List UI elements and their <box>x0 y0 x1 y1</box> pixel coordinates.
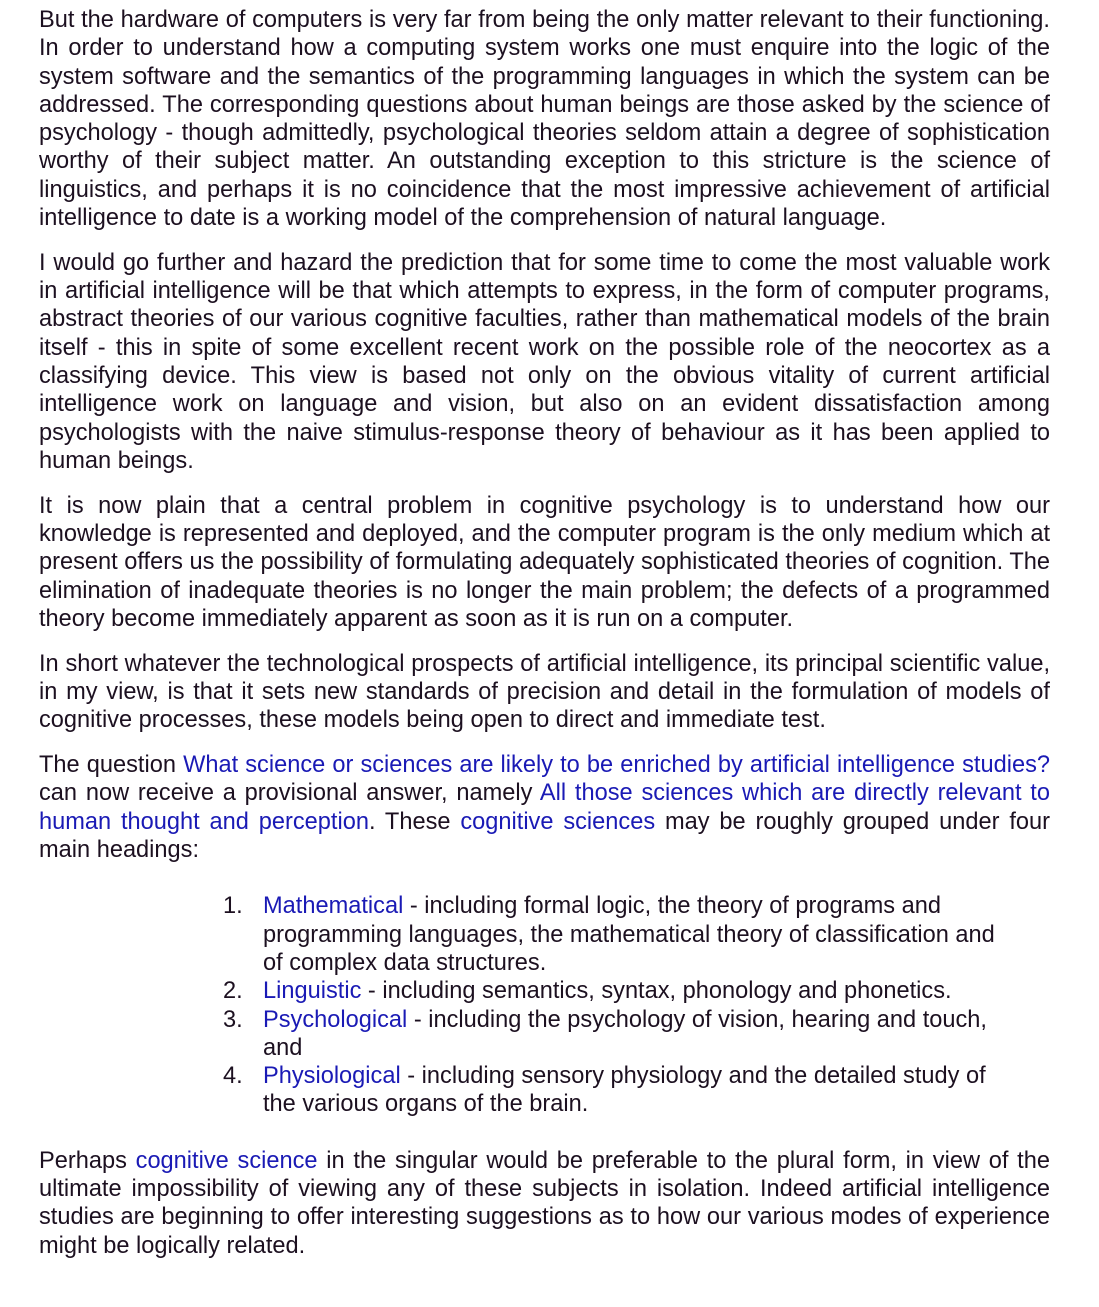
list-term: Physiological <box>263 1063 401 1090</box>
text-segment: can now receive a provisional answer, namely <box>39 780 540 807</box>
paragraph-prediction <box>39 249 1050 475</box>
list-description: - including formal logic, the theory of programs and programming languages, the mathematical theory of classification and of complex data structures. <box>263 893 995 976</box>
list-number: 4. <box>223 1063 243 1090</box>
list-term: Mathematical <box>263 893 404 920</box>
text-segment: But the hardware of computers is very far from being the only matter relevant to their functioning. In order to understand how a computing system works one must enquire into the logic of the system software and the semantics of the programming languages in which the system can be addressed. The corresponding questions about human beings are those asked by the science of psychology - though admittedly, psychological theories seldom attain a degree of sophistication worthy of their subject matter. An outstanding exception to this stricture is the science of linguistics, and perhaps it is no coincidence that the most impressive achievement of artificial intelligence to date is a working model of the comprehension of natural language. <box>39 7 1050 232</box>
list-item-physiological <box>223 1062 1009 1119</box>
paragraph-cognitive-psychology <box>39 492 1050 633</box>
list-number: 2. <box>223 978 243 1005</box>
text-segment: In short whatever the technological prospects of artificial intelligence, its principal scientific value, in my view, is that it sets new standards of precision and detail in the formulation of models of cognitive processes, these models being open to direct and immediate test. <box>39 650 1050 734</box>
list-item-linguistic <box>223 977 1009 1005</box>
list-number: 1. <box>223 893 243 920</box>
list-item-mathematical <box>223 892 1009 977</box>
list-number: 3. <box>223 1006 243 1033</box>
list-item-psychological <box>223 1006 1009 1063</box>
document-body <box>39 6 1050 1276</box>
list-term: Linguistic <box>263 978 362 1005</box>
text-segment: The question <box>39 752 184 779</box>
list-term: Psychological <box>263 1006 408 1033</box>
highlighted-answer: All those sciences which are directly relevant to human thought and perception <box>39 780 1050 835</box>
paragraph-closing <box>39 1147 1050 1260</box>
list-description: - including sensory physiology and the detailed study of the various organs of the brain. <box>263 1063 986 1118</box>
text-segment: may be roughly grouped under four main headings: <box>39 808 1050 864</box>
paragraph-in-short <box>39 650 1050 735</box>
text-segment: . These <box>368 808 461 835</box>
list-description: - including semantics, syntax, phonology and phonetics. <box>361 978 952 1005</box>
paragraph-hardware <box>39 6 1050 232</box>
paragraph-question <box>39 751 1050 864</box>
text-segment: in the singular would be preferable to the plural form, in view of the ultimate impossibility of viewing any of these subjects in isolation. Indeed artificial intelligence studies are beginning to offer interesting suggestions as to how our various modes of experience might be logically related. <box>39 1147 1050 1259</box>
headings-list <box>223 892 1009 1118</box>
text-segment: Perhaps <box>39 1147 136 1174</box>
highlighted-question: What science or sciences are likely to be enriched by artificial intelligence studies? <box>183 752 1050 779</box>
highlighted-term-cognitive-science: cognitive science <box>135 1147 318 1174</box>
highlighted-term-cognitive-sciences: cognitive sciences <box>460 808 656 835</box>
list-description: - including the psychology of vision, hearing and touch, and <box>263 1006 987 1061</box>
text-segment: I would go further and hazard the prediction that for some time to come the most valuable work in artificial intelligence will be that which attempts to express, in the form of computer programs, abstract theories of our various cognitive faculties, rather than mathematical models of the brain itself - this in spite of some excellent recent work on the possible role of the neocortex as a classifying device. This view is based not only on the obvious vitality of current artificial intelligence work on language and vision, but also on an evident dissatisfaction among psychologists with the naive stimulus-response theory of behaviour as it has been applied to human beings. <box>39 249 1050 474</box>
text-segment: It is now plain that a central problem in cognitive psychology is to understand how our knowledge is represented and deployed, and the computer program is the only medium which at present offers us the possibility of formulating adequately sophisticated theories of cognition. The elimination of inadequate theories is no longer the main problem; the defects of a programmed theory become immediately apparent as soon as it is run on a computer. <box>39 492 1050 632</box>
